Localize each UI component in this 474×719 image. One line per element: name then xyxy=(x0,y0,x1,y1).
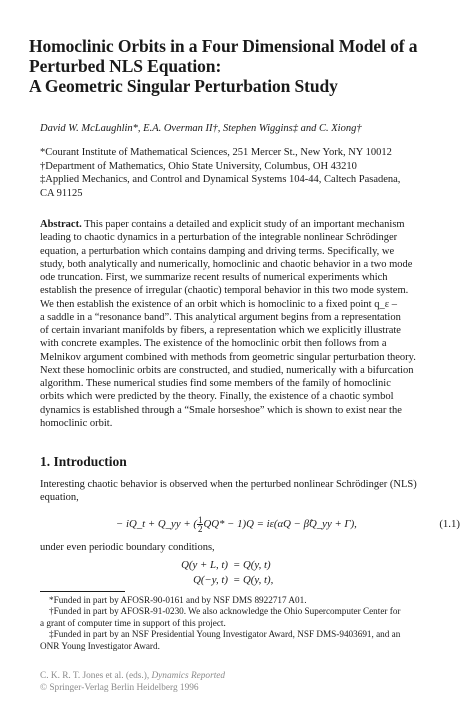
boundary-row xyxy=(40,558,460,573)
boundary-lhs: Q(y + L, t) xyxy=(181,559,228,571)
boundary-row xyxy=(40,573,460,588)
affiliation-line: ‡Applied Mechanics, and Control and Dynamical Systems 104-44, Caltech Pasadena, xyxy=(40,174,401,186)
abstract-label: Abstract. xyxy=(40,219,82,230)
equation-pre: − iQ_t + Q_yy + ( xyxy=(116,517,197,530)
abstract-line: orbits which were predicted by the theory. Finally, the existence of a chaotic symbol xyxy=(40,391,394,403)
abstract-line: study, both analytically and numerically, homoclinic and chaotic behavior in a two mode xyxy=(40,258,413,270)
footnote-line: *Funded in part by AFOSR-90-0161 and by NSF DMS 8922717 A01. xyxy=(49,595,307,605)
intro-line: equation, xyxy=(40,492,79,504)
abstract-line: leading to chaotic dynamics in a perturbation of the integrable nonlinear Schrödinger xyxy=(40,232,398,244)
abstract-line: algorithm. These numerical studies find some members of the family of homoclinic xyxy=(40,378,391,389)
citation-line xyxy=(40,671,460,683)
author-list: David W. McLaughlin*, E.A. Overman II†, Stephen Wiggins‡ and C. Xiong† xyxy=(40,123,362,134)
abstract-line: equation, a perturbation which contains damping and driving terms. Specifically, we xyxy=(40,245,395,257)
copyright-line: © Springer-Verlag Berlin Heidelberg 1996 xyxy=(40,682,199,693)
fraction-denominator: 2 xyxy=(197,524,203,534)
title-line: A Geometric Singular Perturbation Study xyxy=(29,76,338,96)
affiliation-line: CA 91125 xyxy=(40,187,83,199)
intro-paragraph xyxy=(40,478,460,505)
abstract-line: We then establish the existence of an orbit which is homoclinic to a fixed point q_ε – xyxy=(40,298,397,310)
equation-post: QQ* − 1)Q = iε(αQ − β̂Q_yy + Γ), xyxy=(203,517,357,530)
footnote-line: a grant of computer time in support of this project. xyxy=(40,617,226,628)
abstract-text: This paper contains a detailed and explicit study of an important mechanism xyxy=(81,219,405,230)
boundary-rhs: = Q(y, t), xyxy=(233,574,274,586)
abstract xyxy=(40,218,460,430)
affiliations xyxy=(40,146,460,200)
section-heading: 1. Introduction xyxy=(40,454,127,469)
abstract-line: establish the presence of irregular (chaotic) temporal behavior in this two mode system. xyxy=(40,285,409,297)
abstract-first-line xyxy=(40,218,460,231)
footnote-line: †Funded in part by AFOSR-91-0230. We also acknowledge the Ohio Supercomputer Center for xyxy=(49,606,401,617)
affiliation-line: †Department of Mathematics, Ohio State University, Columbus, OH 43210 xyxy=(40,160,357,172)
boundary-rhs: = Q(y, t) xyxy=(233,559,271,571)
equation-1-1 xyxy=(40,512,460,538)
equation-body xyxy=(116,516,357,533)
abstract-line: Next these homoclinic orbits are constructed, and studied, numerically with a bifurcation xyxy=(40,364,414,376)
abstract-line: homoclinic orbit. xyxy=(40,417,113,429)
boundary-lhs: Q(−y, t) xyxy=(193,574,228,586)
affiliation-line: *Courant Institute of Mathematical Sciences, 251 Mercer St., New York, NY 10012 xyxy=(40,147,392,158)
boundary-intro: under even periodic boundary conditions, xyxy=(40,542,215,553)
footnotes xyxy=(40,595,460,652)
boundary-conditions xyxy=(40,558,460,588)
title-line: Homoclinic Orbits in a Four Dimensional Model of a xyxy=(29,36,418,56)
intro-line: Interesting chaotic behavior is observed when the perturbed nonlinear Schrödinger (NLS) xyxy=(40,479,417,490)
abstract-line: dynamics is established through a “Smale horseshoe” which is shown to exist near the xyxy=(40,404,402,416)
title-line: Perturbed NLS Equation: xyxy=(29,56,222,76)
footnote-line: ‡Funded in part by an NSF Presidential Young Investigator Award, NSF DMS-9403691, and an xyxy=(49,629,401,640)
publication-info xyxy=(40,671,460,694)
equation-number: (1.1) xyxy=(439,518,460,530)
abstract-line: ode truncation. First, we summarize recent results of numerical experiments which xyxy=(40,272,388,283)
citation-title: Dynamics Reported xyxy=(151,671,226,681)
paper-title xyxy=(29,36,459,96)
abstract-line: with concrete examples. The existence of the homoclinic orbit then follows from a xyxy=(40,338,387,350)
abstract-line: a saddle in a “resonance band”. This analytical argument begins from a representation xyxy=(40,311,401,323)
fraction-numerator: 1 xyxy=(197,515,203,525)
citation-prefix: C. K. R. T. Jones et al. (eds.), xyxy=(40,671,152,681)
footnote-rule xyxy=(40,591,125,592)
footnote-line: ONR Young Investigator Award. xyxy=(40,640,160,651)
abstract-line: Melnikov argument combined with methods from geometric singular perturbation theory. xyxy=(40,351,416,363)
abstract-line: of certain invariant manifolds by fibers, a representation which we explicitly illustrate xyxy=(40,325,401,336)
